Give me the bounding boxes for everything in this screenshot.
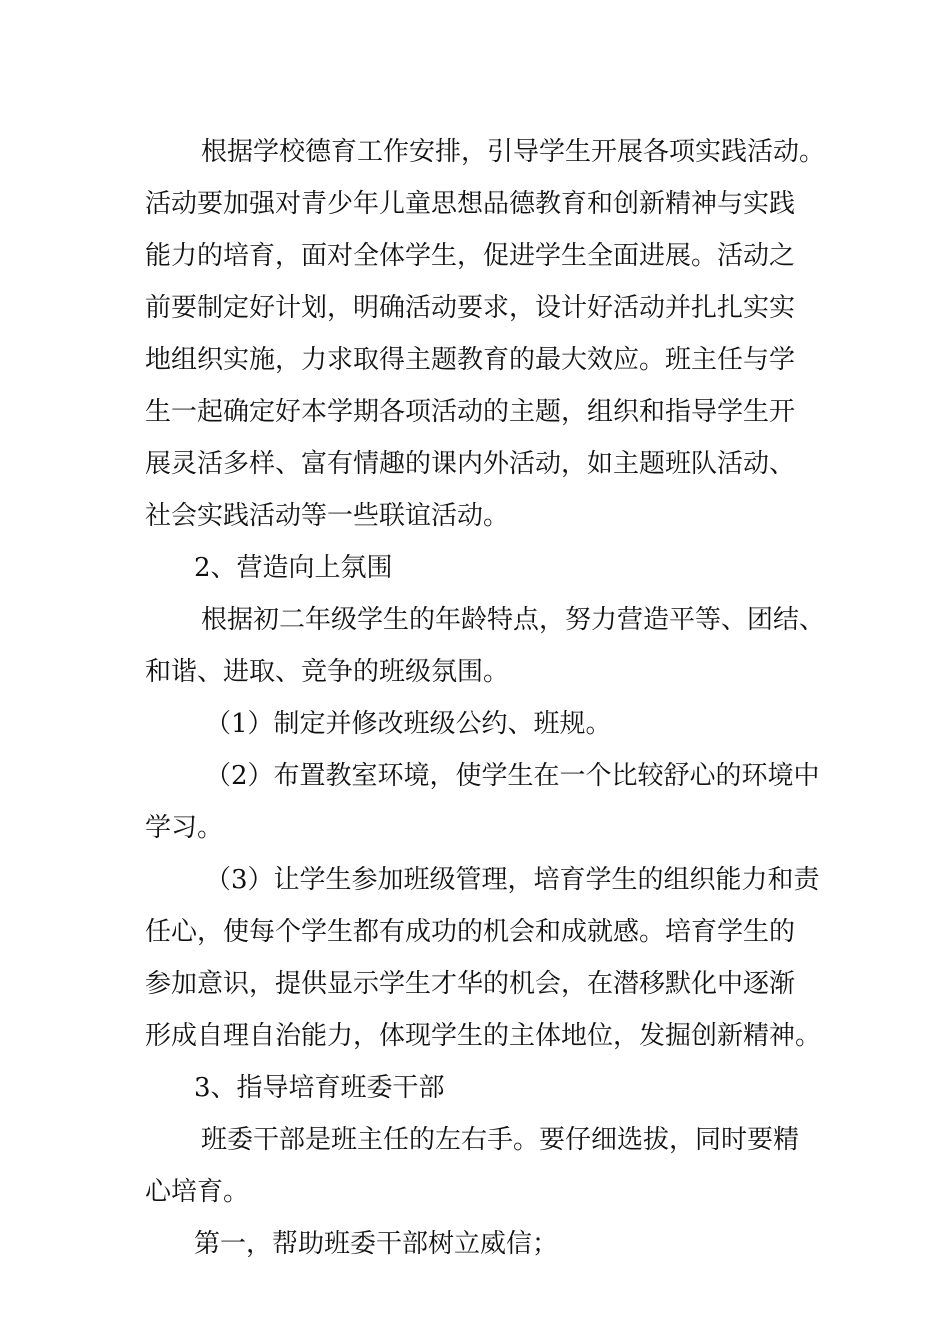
- section-heading: 3、指导培育班委干部: [194, 1073, 445, 1103]
- paragraph-line: 展灵活多样、富有情趣的课内外活动，如主题班队活动、: [145, 449, 796, 479]
- paragraph-line: 学习。: [145, 813, 224, 843]
- paragraph-line: 心培育。: [145, 1177, 250, 1207]
- list-item: （1）制定并修改班级公约、班规。: [205, 709, 612, 739]
- paragraph-line: 生一起确定好本学期各项活动的主题，组织和指导学生开: [145, 397, 796, 427]
- paragraph-line: 参加意识，提供显示学生才华的机会，在潜移默化中逐渐: [145, 969, 796, 999]
- paragraph-line: 社会实践活动等一些联谊活动。: [145, 501, 510, 531]
- paragraph-line: 任心，使每个学生都有成功的机会和成就感。培育学生的: [145, 917, 796, 947]
- body-text: [145, 126, 825, 1270]
- paragraph-line: 第一，帮助班委干部树立威信；: [194, 1229, 559, 1259]
- paragraph-line: 班委干部是班主任的左右手。要仔细选拔，同时要精: [201, 1125, 800, 1155]
- list-item: （2）布置教室环境，使学生在一个比较舒心的环境中: [205, 761, 820, 791]
- section-heading: 2、营造向上氛围: [194, 553, 393, 583]
- paragraph-line: 形成自理自治能力，体现学生的主体地位，发掘创新精神。: [145, 1021, 822, 1051]
- paragraph-line: 根据初二年级学生的年龄特点，努力营造平等、团结、: [201, 605, 826, 635]
- paragraph-line: 活动要加强对青少年儿童思想品德教育和创新精神与实践: [145, 189, 796, 219]
- paragraph-line: 能力的培育，面对全体学生，促进学生全面进展。活动之: [145, 241, 796, 271]
- list-item: （3）让学生参加班级管理，培育学生的组织能力和责: [205, 865, 820, 895]
- paragraph-line: 和谐、进取、竞争的班级氛围。: [145, 657, 510, 687]
- paragraph-line: 地组织实施，力求取得主题教育的最大效应。班主任与学: [145, 345, 796, 375]
- paragraph-line: 根据学校德育工作安排，引导学生开展各项实践活动。: [201, 137, 826, 167]
- paragraph-line: 前要制定好计划，明确活动要求，设计好活动并扎扎实实: [145, 293, 796, 323]
